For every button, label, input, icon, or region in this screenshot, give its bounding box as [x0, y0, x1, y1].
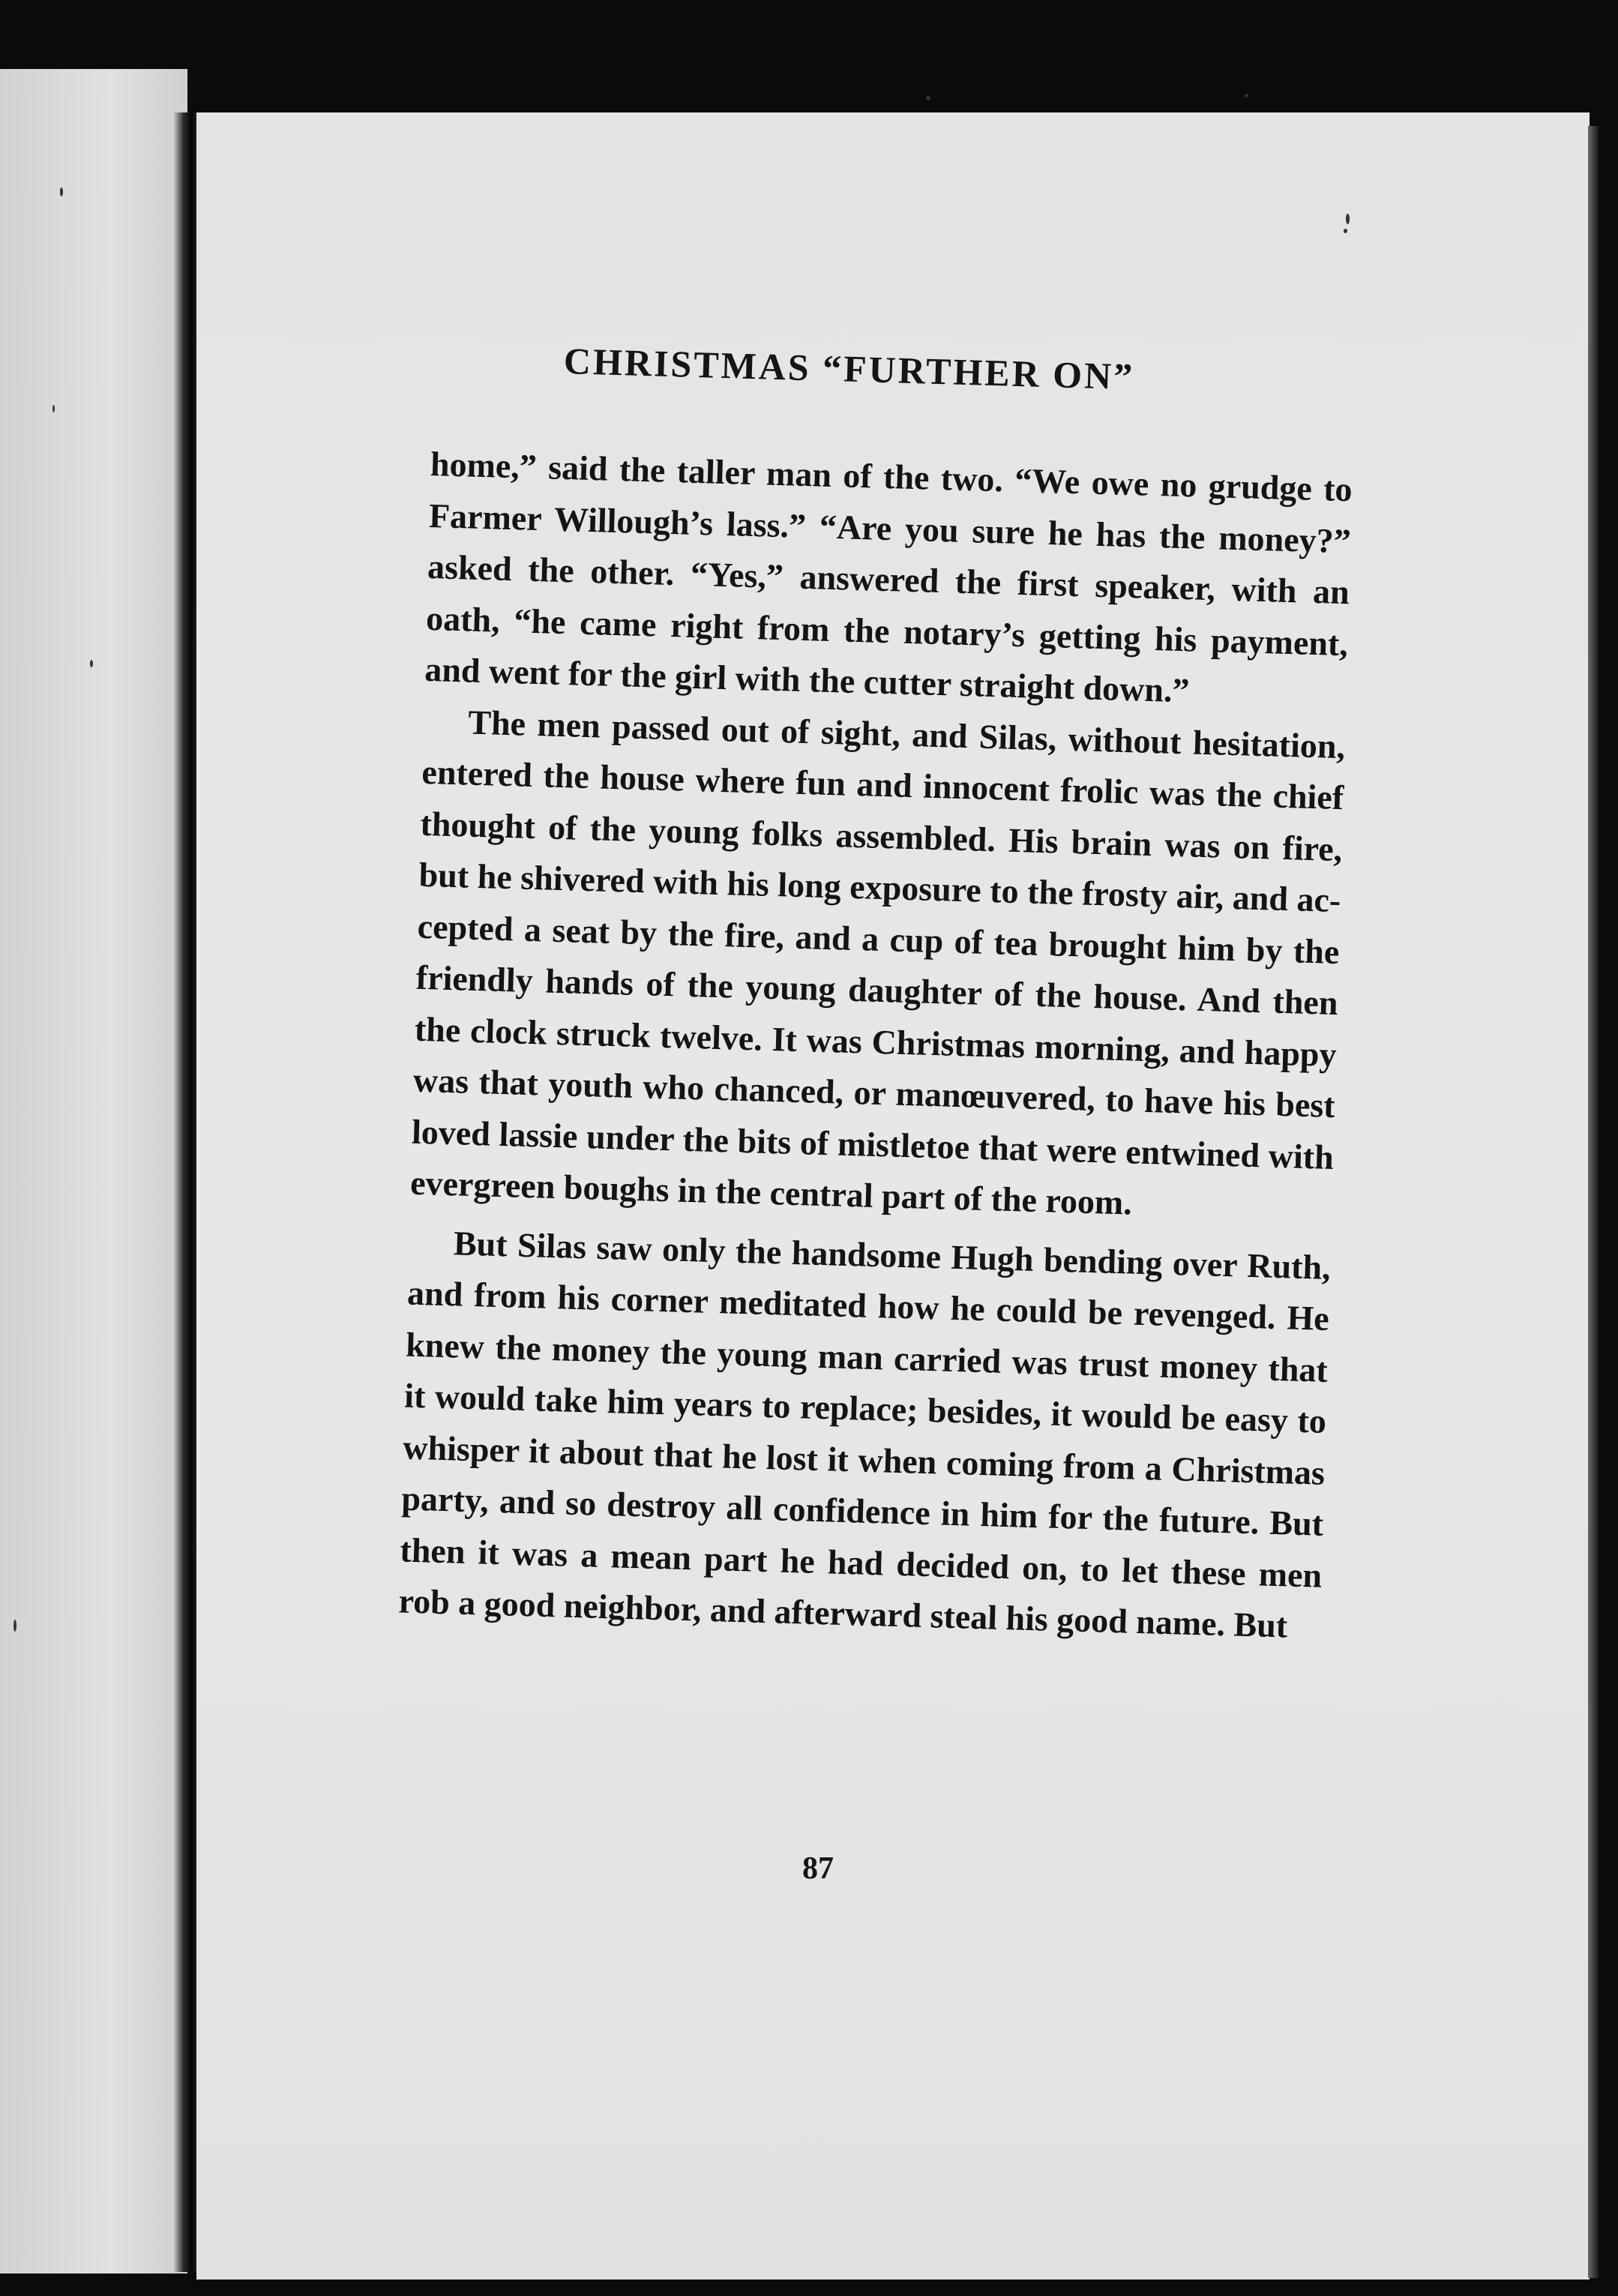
paragraph: home,” said the taller man of the two. “We owe no grudge to Farmer Willough’s lass.” “Are you sure he has the money?” asked the other. “Yes,” answered the first speaker, with an oath, “he came right from the notary’s getting his payment, and went for the girl with the cutter straight down.” [424, 444, 1353, 710]
running-header: CHRISTMAS “FURTHER ON” [563, 340, 1136, 398]
page-number: 87 [802, 1851, 834, 1886]
paragraph: But Silas saw only the handsome Hugh bending over Ruth, and from his corner meditated how he could be revenged. He knew the money the young man carried was trust money that it would take him years to replace; besides, it would be easy to whisper it about that he lost it when coming from a Christmas party, and so destroy all confidence in him for the future. But then it was a mean part he had decided on, to let these men rob a good neighbor, and afterward steal his good name. But [397, 1223, 1332, 1645]
paragraph: The men passed out of sight, and Silas, without hesitation, entered the house where fun and innocent frolic was the chief thought of the young folks assembled. His brain was on fire, but he shivered with his long exposure to the frosty air, and accepted a seat by the fire, and a cup of tea brought him by the friendly hands of the young daughter of the house. And then the clock struck twelve. It was Christmas morning, and happy was that youth who chanced, or manœuvered, to have his best loved lassie under the bits of mistletoe that were entwined with evergreen boughs in the central part of the room. [409, 703, 1346, 1222]
page-edge-shadow [1588, 126, 1599, 2278]
page-body [398, 439, 1353, 1653]
left-page-edge [0, 69, 187, 2274]
